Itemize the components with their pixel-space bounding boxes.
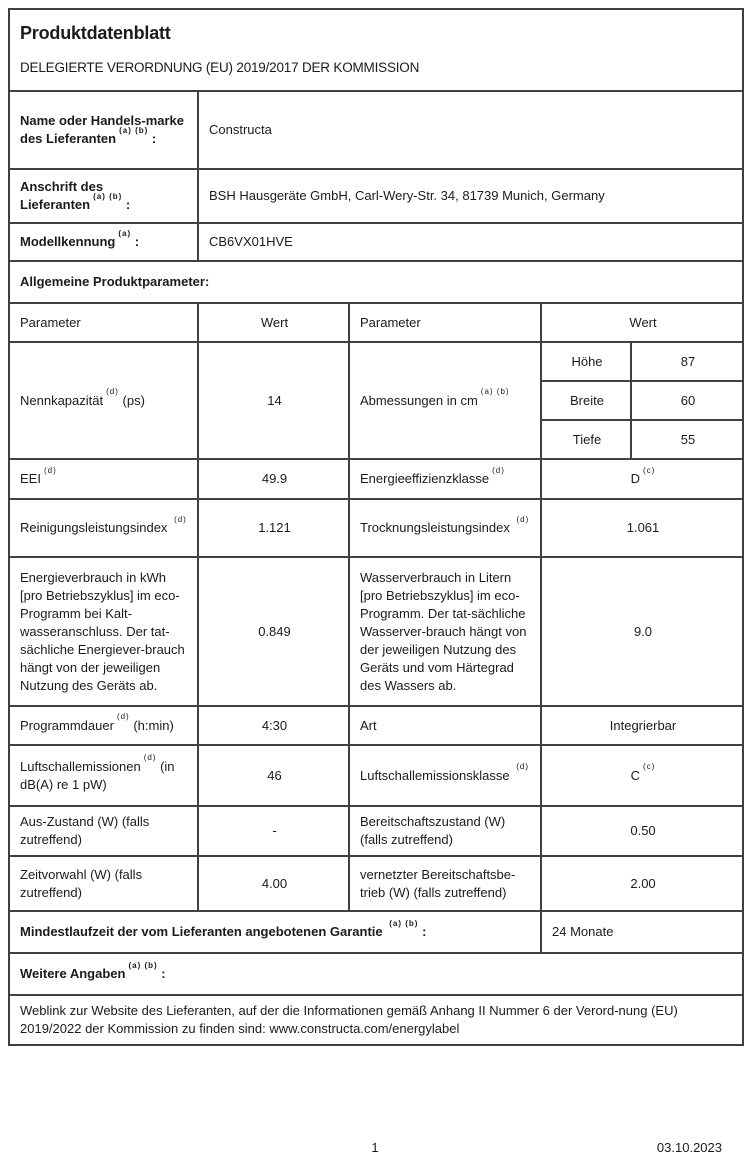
param-cleaning-index-label-cell [9, 499, 198, 557]
label-colon: : [418, 924, 427, 939]
column-header-value-left: Wert [198, 303, 349, 342]
param-dimensions-label-cell [349, 342, 541, 459]
supplier-name-value: Constructa [198, 91, 743, 169]
column-header-value-right: Wert [541, 303, 743, 342]
footnote-marker: (a) (b) [119, 125, 149, 135]
footnote-marker: (d) [43, 465, 57, 475]
param-capacity-unit: (ps) [118, 392, 145, 408]
footnote-marker: (a) (b) [480, 387, 510, 397]
footnote-marker: (a) (b) [93, 191, 123, 201]
param-cleaning-index-value: 1.121 [198, 499, 349, 557]
param-duration-unit: (h:min) [129, 717, 174, 733]
supplier-name-label-cell [9, 91, 198, 169]
footnote-marker: (d) [516, 514, 530, 524]
footnote-marker: (a) [118, 228, 132, 238]
column-header-parameter-left: Parameter [9, 303, 198, 342]
footnote-marker: (a) (b) [389, 918, 419, 928]
label-colon: : [122, 197, 131, 212]
param-drying-index-label: Trocknungsleistungsindex [360, 520, 510, 535]
dimension-name-tiefe: Tiefe [541, 420, 631, 459]
param-capacity-label-cell [9, 342, 198, 459]
param-water-consumption-value: 9.0 [541, 557, 743, 706]
param-networked-standby-label: vernetzter Bereitschaftsbe-trieb (W) (falls zutreffend) [349, 856, 541, 911]
supplier-weblink-text: Weblink zur Website des Lieferanten, auf der die Informationen gemäß Anhang II Nummer 6 der Verord-nung (EU) 2019/2022 der Kommission zu finden sind: www.constructa.com/energylabel [9, 995, 743, 1045]
param-type-value: Integrierbar [541, 706, 743, 745]
param-duration-value: 4:30 [198, 706, 349, 745]
label-colon: : [148, 131, 157, 146]
supplier-address-value: BSH Hausgeräte GmbH, Carl-Wery-Str. 34, 81739 Munich, Germany [198, 169, 743, 223]
param-eei-label: EEI [20, 471, 41, 486]
param-eei-label-cell [9, 459, 198, 499]
footnote-marker: (d) [174, 514, 187, 524]
dimension-name-hoehe: Höhe [541, 342, 631, 381]
param-noise-class-label: Luftschallemissionsklasse [360, 767, 510, 783]
footnote-marker: (d) [143, 753, 157, 763]
param-noise-label-cell [9, 745, 198, 806]
param-off-mode-value: - [198, 806, 349, 856]
model-id-label: Modellkennung [20, 234, 116, 249]
param-water-consumption-label: Wasserverbrauch in Litern [pro Betriebszyklus] im eco-Programm. Der tat-sächliche Wasserver-brauch hängt von der jeweiligen Nutzung des Geräts und vom Härtegrad des Wassers ab. [349, 557, 541, 706]
footnote-marker: (c) [643, 465, 656, 475]
dimension-name-breite: Breite [541, 381, 631, 420]
additional-info-label-cell [9, 953, 743, 995]
warranty-label-cell [9, 911, 541, 953]
label-colon: : [131, 234, 140, 249]
param-delay-start-value: 4.00 [198, 856, 349, 911]
param-standby-label: Bereitschaftszustand (W) (falls zutreffend) [349, 806, 541, 856]
param-drying-index-label-cell [349, 499, 541, 557]
section-title-general-params: Allgemeine Produktparameter: [9, 261, 743, 303]
supplier-name-label: Name oder Handels-marke des Lieferanten [20, 113, 185, 146]
param-off-mode-label: Aus-Zustand (W) (falls zutreffend) [9, 806, 198, 856]
model-id-label-cell [9, 223, 198, 261]
param-standby-value: 0.50 [541, 806, 743, 856]
label-colon: : [157, 966, 166, 981]
param-noise-label: Luftschallemissionen [20, 758, 141, 774]
page-footer [8, 1140, 742, 1160]
footnote-marker: (d) [492, 465, 505, 475]
supplier-address-label: Anschrift des Lieferanten [20, 179, 104, 212]
param-energy-class-label: Energieeffizienzklasse [360, 471, 490, 486]
param-delay-start-label: Zeitvorwahl (W) (falls zutreffend) [9, 856, 198, 911]
document-header [9, 9, 743, 91]
param-noise-value: 46 [198, 745, 349, 806]
warranty-label: Mindestlaufzeit der vom Lieferanten angebotenen Garantie [20, 924, 383, 939]
param-cleaning-index-label: Reinigungsleistungsindex [20, 520, 168, 535]
param-capacity-label: Nennkapazität [20, 392, 104, 408]
page-number: 1 [371, 1140, 379, 1155]
footnote-marker: (d) [106, 387, 119, 397]
param-eei-value: 49.9 [198, 459, 349, 499]
param-energy-class-label-cell [349, 459, 541, 499]
datasheet-table [8, 8, 744, 1046]
param-drying-index-value: 1.061 [541, 499, 743, 557]
param-noise-unit: (in dB(A) re 1 pW) [20, 758, 175, 792]
param-dimensions-label: Abmessungen in cm [360, 392, 478, 408]
footer-date: 03.10.2023 [656, 1140, 722, 1155]
param-noise-class-value-cell [541, 745, 743, 806]
supplier-address-label-cell [9, 169, 198, 223]
footnote-marker: (d) [516, 762, 529, 772]
footnote-marker: (d) [116, 712, 130, 722]
param-duration-label-cell [9, 706, 198, 745]
footnote-marker: (c) [643, 762, 656, 772]
param-energy-class-value: D [630, 471, 641, 486]
regulation-subtitle: DELEGIERTE VERORDNUNG (EU) 2019/2017 DER KOMMISSION [20, 59, 420, 75]
dimension-value-hoehe: 87 [631, 342, 743, 381]
param-energy-consumption-value: 0.849 [198, 557, 349, 706]
model-id-value: CB6VX01HVE [198, 223, 743, 261]
page-title: Produktdatenblatt [20, 22, 171, 43]
dimension-value-tiefe: 55 [631, 420, 743, 459]
param-type-label: Art [349, 706, 541, 745]
column-header-parameter-right: Parameter [349, 303, 541, 342]
param-duration-label: Programmdauer [20, 717, 114, 733]
param-networked-standby-value: 2.00 [541, 856, 743, 911]
param-capacity-value: 14 [198, 342, 349, 459]
param-noise-class-label-cell [349, 745, 541, 806]
param-energy-class-value-cell [541, 459, 743, 499]
param-energy-consumption-label: Energieverbrauch in kWh [pro Betriebszyklus] im eco-Programm bei Kalt-wasseranschluss. Der tat-sächliche Energiever-brauch hängt von der jeweiligen Nutzung des Geräts ab. [9, 557, 198, 706]
warranty-value: 24 Monate [541, 911, 743, 953]
dimension-value-breite: 60 [631, 381, 743, 420]
footnote-marker: (a) (b) [128, 960, 158, 970]
additional-info-label: Weitere Angaben [20, 966, 126, 981]
param-noise-class-value: C [630, 767, 641, 783]
